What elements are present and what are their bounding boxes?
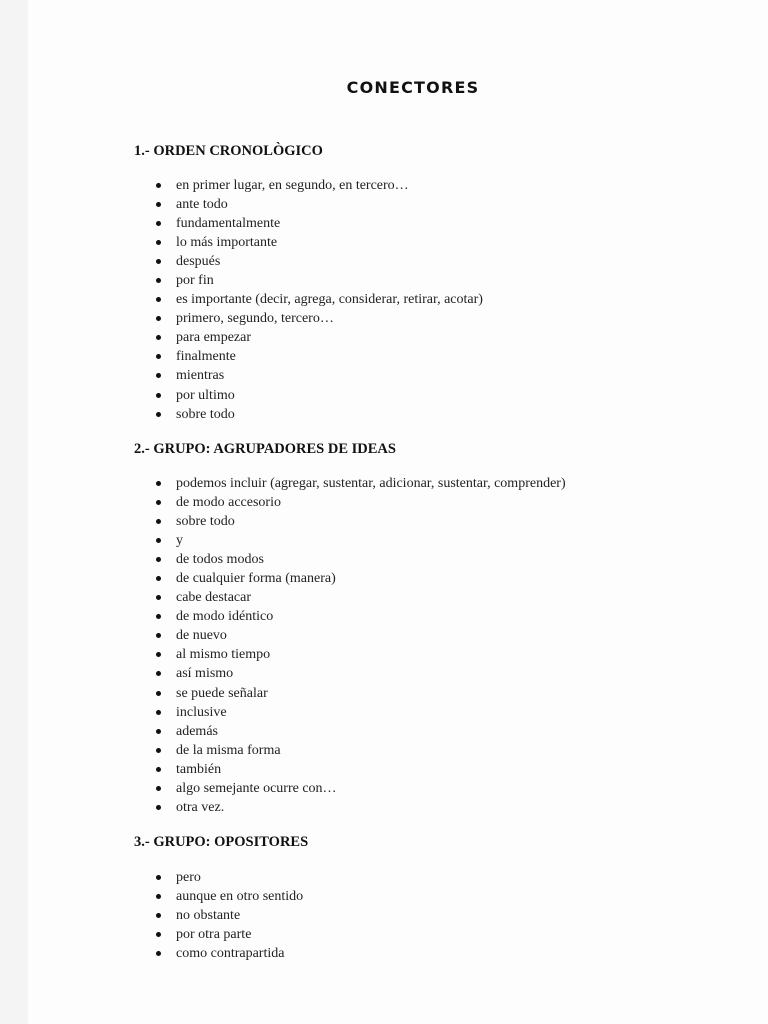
list-item: además [152,722,566,741]
list-item: de nuevo [152,626,566,645]
bullet-icon [156,671,161,676]
list-item: por otra parte [152,925,303,944]
bullet-icon [156,932,161,937]
list-agrupadores [152,474,566,817]
bullet-icon [156,393,161,398]
list-item: finalmente [152,347,483,366]
bullet-icon [156,557,161,562]
section-heading-orden-cronologico: 1.- ORDEN CRONOLÒGICO [134,143,323,159]
list-item: también [152,760,566,779]
bullet-icon [156,183,161,188]
bullet-icon [156,786,161,791]
list-item: sobre todo [152,512,566,531]
bullet-icon [156,221,161,226]
bullet-icon [156,354,161,359]
bullet-icon [156,519,161,524]
bullet-icon [156,710,161,715]
list-item: por fin [152,271,483,290]
bullet-icon [156,652,161,657]
list-item: y [152,531,566,550]
bullet-icon [156,913,161,918]
section-heading-agrupadores: 2.- GRUPO: AGRUPADORES DE IDEAS [134,441,396,457]
bullet-icon [156,951,161,956]
list-item: lo más importante [152,233,483,252]
bullet-icon [156,729,161,734]
bullet-icon [156,316,161,321]
list-item: así mismo [152,664,566,683]
list-item: pero [152,868,303,887]
bullet-icon [156,500,161,505]
bullet-icon [156,576,161,581]
list-item: de modo idéntico [152,607,566,626]
list-opositores [152,868,303,963]
document-title: CONECTORES [346,78,480,97]
bullet-icon [156,259,161,264]
list-item: al mismo tiempo [152,645,566,664]
list-item: podemos incluir (agregar, sustentar, adicionar, sustentar, comprender) [152,474,566,493]
bullet-icon [156,595,161,600]
list-item: de la misma forma [152,741,566,760]
bullet-icon [156,633,161,638]
bullet-icon [156,373,161,378]
bullet-icon [156,894,161,899]
list-item: como contrapartida [152,944,303,963]
list-item: primero, segundo, tercero… [152,309,483,328]
bullet-icon [156,335,161,340]
list-item: mientras [152,366,483,385]
list-item: de modo accesorio [152,493,566,512]
list-item: es importante (decir, agrega, considerar, retirar, acotar) [152,290,483,309]
document-page [28,0,768,1024]
bullet-icon [156,614,161,619]
list-item: ante todo [152,195,483,214]
list-item: después [152,252,483,271]
list-item: no obstante [152,906,303,925]
list-item: algo semejante ocurre con… [152,779,566,798]
bullet-icon [156,202,161,207]
bullet-icon [156,240,161,245]
list-item: aunque en otro sentido [152,887,303,906]
bullet-icon [156,297,161,302]
bullet-icon [156,767,161,772]
list-item: otra vez. [152,798,566,817]
bullet-icon [156,412,161,417]
list-item: por ultimo [152,386,483,405]
list-item: de todos modos [152,550,566,569]
list-item: fundamentalmente [152,214,483,233]
bullet-icon [156,805,161,810]
list-item: cabe destacar [152,588,566,607]
bullet-icon [156,278,161,283]
list-item: sobre todo [152,405,483,424]
bullet-icon [156,481,161,486]
bullet-icon [156,691,161,696]
bullet-icon [156,538,161,543]
section-heading-opositores: 3.- GRUPO: OPOSITORES [134,834,309,850]
list-orden-cronologico [152,176,483,424]
list-item: inclusive [152,703,566,722]
bullet-icon [156,875,161,880]
list-item: de cualquier forma (manera) [152,569,566,588]
list-item: para empezar [152,328,483,347]
bullet-icon [156,748,161,753]
list-item: en primer lugar, en segundo, en tercero… [152,176,483,195]
list-item: se puede señalar [152,684,566,703]
